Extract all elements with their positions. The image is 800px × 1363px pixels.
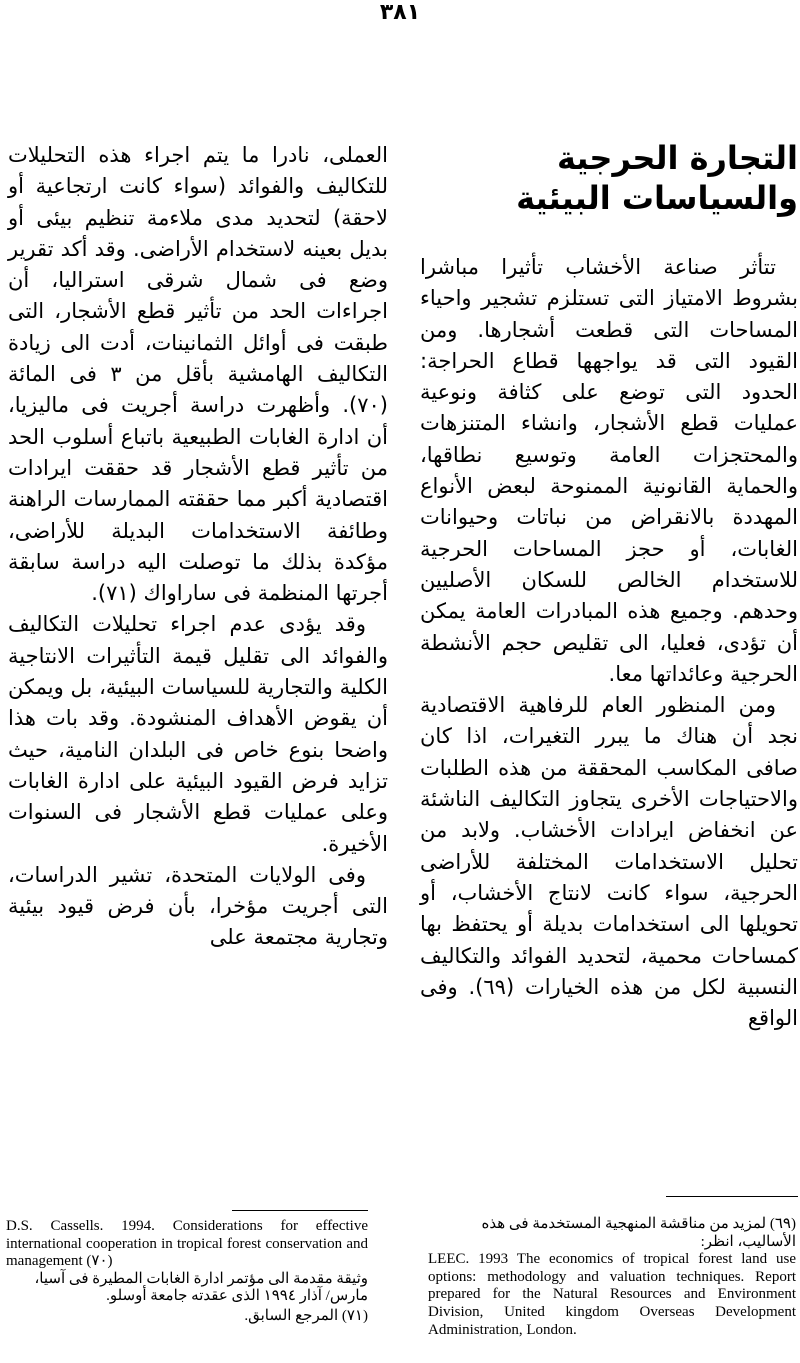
page-number: ٣٨١	[379, 0, 421, 25]
footnotes-left	[6, 1218, 368, 1326]
paragraph-right-2: ومن المنظور العام للرفاهية الاقتصادية نجد أن هناك ما يبرر التغيرات، اذا كان صافى المكاسب المحققة من هذه الطلبات والاحتياجات الأخرى يتجاوز التكاليف الناشئة عن انخفاض ايرادات الأخشاب. ولابد من تحليل الاستخدامات المختلفة للأراضى الحرجية، سواء كانت لانتاج الأخشاب، أو تحويلها الى استخدامات بديلة أو يحتفظ بها كمساحات محمية، لتحديد الفوائد والتكاليف النسبية لكل من هذه الخيارات (٦٩). وفى الواقع	[420, 693, 798, 1031]
left-column	[8, 140, 388, 954]
paragraph-left-1: العملى، نادرا ما يتم اجراء هذه التحليلات للتكاليف والفوائد (سواء كانت ارتجاعية أو لاحقة) لتحديد مدى ملاءمة تنظيم بيئى أو بديل بعينه لاستخدام الأراضى. وقد أكد تقرير وضع فى شمال شرقى استراليا، أن اجراءات الحد من تأثير قطع الأشجار، التى طبقت فى أوائل الثمانينات، أدت الى زيادة التكاليف الهامشية بأقل من ٣ فى المائة (٧٠). وأظهرت دراسة أجريت فى ماليزيا، أن ادارة الغابات الطبيعية باتباع أسلوب الحد من تأثير قطع الأشجار قد حققت ايرادات اقتصادية أكبر مما حققته الممارسات الراهنة وطائفة الاستخدامات البديلة للأراضى، مؤكدة بذلك ما توصلت اليه دراسة سابقة أجرتها المنظمة فى ساراواك (٧١).	[8, 143, 388, 606]
section-title	[420, 138, 798, 218]
footnotes-right	[428, 1216, 796, 1339]
footnote-divider-right	[666, 1196, 798, 1197]
footnote-70-english: D.S. Cassells. 1994. Considerations for effective international cooperation in tropical forest conservation and management (٧٠)	[6, 1218, 368, 1270]
paragraph-left-2: وقد يؤدى عدم اجراء تحليلات التكاليف والفوائد الى تقليل قيمة التأثيرات الانتاجية الكلية والتجارية للسياسات البيئية، بل ويمكن أن يقوض الأهداف المنشودة. وقد بات هذا واضحا بنوع خاص فى البلدان النامية، حيث تزايد فرض القيود البيئية على ادارة الغابات وعلى عمليات قطع الأشجار فى السنوات الأخيرة.	[8, 612, 388, 856]
footnote-70-arabic: وثيقة مقدمة الى مؤتمر ادارة الغابات المطيرة فى آسيا، مارس/ آذار ١٩٩٤ الذى عقدته جامعة أوسلو.	[34, 1270, 368, 1305]
right-column	[420, 138, 798, 1034]
footnote-69-arabic: (٦٩) لمزيد من مناقشة المنهجية المستخدمة فى هذه الأساليب، انظر:	[481, 1216, 796, 1250]
paragraph-right-1: تتأثر صناعة الأخشاب تأثيرا مباشرا بشروط الامتياز التى تستلزم تشجير واحياء المساحات التى قطعت أشجارها. ومن القيود التى قد يواجهها قطاع الحراجة: الحدود التى توضع على كثافة ونوعية عمليات قطع الأشجار، وانشاء المتنزهات والمحتجزات العامة وتوسيع نطاقها، والحماية القانونية الممنوحة لبعض الأنواع المهددة بالانقراض من نباتات وحيوانات الغابات، أو حجز المساحات الحرجية للاستخدام الخالص للسكان الأصليين وحدهم. وجميع هذه المبادرات العامة يمكن أن تؤدى، فعليا، الى تقليص حجم الأنشطة الحرجية وعائداتها معا.	[420, 255, 798, 686]
section-title-line1: التجارة الحرجية	[556, 139, 798, 177]
footnote-71: (٧١) المرجع السابق.	[244, 1307, 368, 1324]
paragraph-left-3: وفى الولايات المتحدة، تشير الدراسات، التى أجريت مؤخرا، بأن فرض قيود بيئية وتجارية مجتمعة على	[8, 862, 388, 950]
footnote-divider-left	[232, 1210, 368, 1211]
section-title-line2: والسياسات البيئية	[516, 179, 798, 217]
footnote-69-english: LEEC. 1993 The economics of tropical forest land use options: methodology and valuation techniques. Report prepared for the Natural Resources and Environment Division, United kingdom Overseas Development Administration, London.	[428, 1251, 796, 1338]
